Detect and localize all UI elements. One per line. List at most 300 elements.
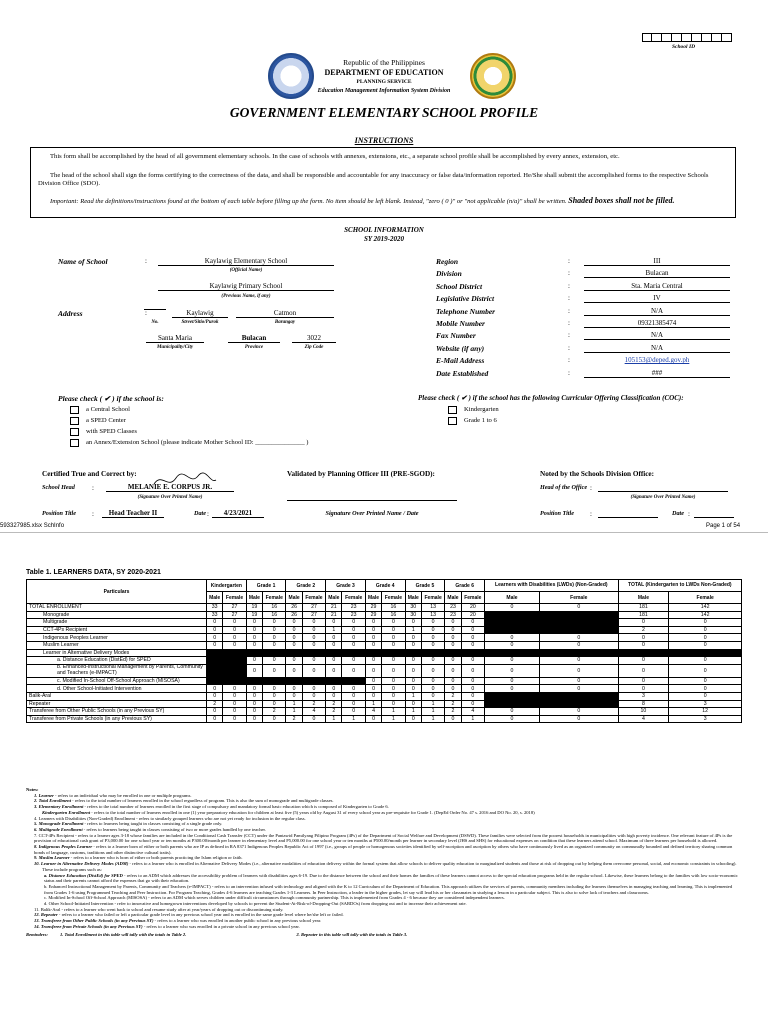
data-cell[interactable]: 0: [286, 641, 302, 649]
right-info-value[interactable]: ###: [584, 369, 730, 378]
data-cell[interactable]: 0: [302, 692, 325, 700]
data-cell[interactable]: 0: [302, 664, 325, 677]
colon: :: [568, 281, 570, 290]
data-cell[interactable]: 0: [445, 641, 461, 649]
data-cell[interactable]: 0: [246, 626, 262, 634]
data-cell[interactable]: 0: [618, 634, 669, 642]
right-info-value[interactable]: IV: [584, 294, 730, 303]
data-cell[interactable]: 1: [421, 708, 444, 716]
data-cell[interactable]: 0: [286, 685, 302, 693]
data-cell[interactable]: 0: [342, 664, 365, 677]
data-cell[interactable]: 0: [382, 619, 405, 627]
data-cell[interactable]: 0: [669, 677, 742, 685]
page-number: Page 1 of 54: [706, 523, 741, 529]
data-cell[interactable]: 0: [342, 657, 365, 665]
data-cell[interactable]: 0: [326, 664, 342, 677]
data-cell[interactable]: 30: [405, 611, 421, 619]
data-cell[interactable]: 0: [485, 715, 540, 723]
data-cell[interactable]: 0: [461, 685, 484, 693]
sped-center-checkbox[interactable]: [70, 417, 79, 425]
data-cell[interactable]: 16: [263, 611, 286, 619]
data-cell[interactable]: 1: [405, 692, 421, 700]
data-cell[interactable]: 1: [405, 626, 421, 634]
data-cell[interactable]: 0: [461, 657, 484, 665]
central-school-checkbox[interactable]: [70, 406, 79, 414]
data-cell[interactable]: 0: [223, 626, 246, 634]
data-cell[interactable]: 1: [421, 715, 444, 723]
data-cell[interactable]: 0: [461, 641, 484, 649]
data-cell: [223, 677, 246, 685]
data-cell[interactable]: 0: [326, 692, 342, 700]
data-cell[interactable]: 142: [669, 604, 742, 612]
data-cell[interactable]: 0: [382, 657, 405, 665]
data-cell[interactable]: 0: [302, 626, 325, 634]
data-cell[interactable]: 2: [207, 700, 223, 708]
date-field-2[interactable]: [694, 517, 734, 518]
data-cell: [539, 626, 618, 634]
data-cell[interactable]: 8: [618, 700, 669, 708]
data-cell[interactable]: 33: [207, 611, 223, 619]
note-item: 6. Multigrade Enrollment - refers to learners being taught in classes consisting of two or more grades handled by one teacher.: [34, 826, 266, 832]
data-cell: [445, 649, 461, 657]
right-info-label: Website (if any): [436, 343, 485, 353]
data-cell[interactable]: 1: [421, 700, 444, 708]
data-cell[interactable]: 0: [382, 634, 405, 642]
data-cell[interactable]: 0: [263, 657, 286, 665]
data-cell[interactable]: 2: [326, 700, 342, 708]
barangay-caption: Barangay: [274, 320, 296, 325]
data-cell[interactable]: 0: [246, 641, 262, 649]
data-cell[interactable]: 0: [485, 708, 540, 716]
right-info-value[interactable]: Sta. Maria Central: [584, 282, 730, 291]
data-cell[interactable]: 0: [207, 715, 223, 723]
data-cell[interactable]: 16: [382, 611, 405, 619]
data-cell[interactable]: 0: [223, 700, 246, 708]
previous-name-caption: (Previous Name, if any): [221, 294, 271, 299]
data-cell[interactable]: 0: [461, 619, 484, 627]
data-cell[interactable]: 142: [669, 611, 742, 619]
data-cell[interactable]: 0: [405, 619, 421, 627]
data-cell[interactable]: 0: [669, 685, 742, 693]
kindergarten-checkbox[interactable]: [448, 406, 457, 414]
data-cell[interactable]: 0: [207, 708, 223, 716]
school-id-boxes[interactable]: [642, 33, 732, 42]
data-cell[interactable]: 0: [286, 664, 302, 677]
annex-checkbox[interactable]: [70, 439, 79, 447]
data-cell[interactable]: 0: [485, 634, 540, 642]
data-cell[interactable]: 0: [263, 685, 286, 693]
data-cell[interactable]: 23: [342, 604, 365, 612]
data-cell[interactable]: 0: [539, 708, 618, 716]
data-cell[interactable]: 0: [286, 626, 302, 634]
data-cell[interactable]: 27: [223, 604, 246, 612]
data-cell[interactable]: 4: [365, 708, 381, 716]
data-cell[interactable]: 0: [618, 657, 669, 665]
data-cell[interactable]: 3: [618, 692, 669, 700]
data-cell[interactable]: 0: [421, 664, 444, 677]
data-cell[interactable]: 19: [246, 604, 262, 612]
data-cell[interactable]: 30: [405, 604, 421, 612]
address-label: Address: [58, 309, 83, 318]
data-cell[interactable]: 0: [302, 657, 325, 665]
data-cell[interactable]: 0: [342, 641, 365, 649]
data-cell[interactable]: 0: [485, 685, 540, 693]
table-row: [27, 708, 742, 716]
data-cell[interactable]: 0: [405, 715, 421, 723]
data-cell[interactable]: 0: [246, 634, 262, 642]
data-cell[interactable]: 181: [618, 604, 669, 612]
official-name-caption: (Official Name): [229, 268, 263, 273]
data-cell[interactable]: 13: [421, 611, 444, 619]
data-cell[interactable]: 0: [246, 715, 262, 723]
data-cell[interactable]: 0: [421, 657, 444, 665]
data-cell[interactable]: 0: [207, 634, 223, 642]
colon: :: [568, 331, 570, 340]
data-cell[interactable]: 0: [326, 641, 342, 649]
table-row: [27, 626, 742, 634]
female-header: Female: [223, 592, 246, 604]
data-cell[interactable]: 0: [382, 692, 405, 700]
data-cell[interactable]: 1: [405, 708, 421, 716]
sped-classes-checkbox[interactable]: [70, 428, 79, 436]
data-cell[interactable]: 0: [223, 715, 246, 723]
data-cell[interactable]: 2: [302, 700, 325, 708]
grade1to6-label: Grade 1 to 6: [464, 417, 497, 424]
zip-field[interactable]: 3022: [292, 334, 336, 343]
data-cell[interactable]: 0: [326, 657, 342, 665]
data-cell[interactable]: 0: [421, 626, 444, 634]
data-cell[interactable]: 0: [485, 664, 540, 677]
data-cell[interactable]: 1: [342, 715, 365, 723]
data-cell[interactable]: 0: [342, 619, 365, 627]
head-of-office-field[interactable]: [598, 491, 728, 492]
data-cell[interactable]: 0: [246, 692, 262, 700]
street-field[interactable]: Kaylawig: [172, 309, 228, 318]
data-cell[interactable]: 0: [618, 677, 669, 685]
data-cell[interactable]: 0: [365, 677, 381, 685]
data-cell[interactable]: 0: [365, 715, 381, 723]
data-cell[interactable]: 0: [382, 664, 405, 677]
data-cell[interactable]: 0: [539, 604, 618, 612]
data-cell[interactable]: 0: [445, 634, 461, 642]
data-cell[interactable]: 1: [286, 708, 302, 716]
previous-name-field[interactable]: Kaylawig Primary School: [158, 282, 334, 291]
data-cell[interactable]: 0: [669, 626, 742, 634]
address-no-field[interactable]: [144, 309, 166, 310]
data-cell[interactable]: 0: [445, 715, 461, 723]
data-cell[interactable]: 0: [302, 685, 325, 693]
province-caption: Province: [244, 345, 264, 350]
data-cell[interactable]: 23: [342, 611, 365, 619]
barangay-field[interactable]: Catmon: [236, 309, 334, 318]
data-cell[interactable]: 21: [326, 611, 342, 619]
data-cell[interactable]: 0: [405, 685, 421, 693]
data-cell[interactable]: 0: [365, 626, 381, 634]
data-cell[interactable]: 0: [302, 715, 325, 723]
data-cell[interactable]: 0: [405, 677, 421, 685]
data-cell[interactable]: 0: [421, 641, 444, 649]
data-cell[interactable]: 3: [669, 715, 742, 723]
instructions-heading: INSTRUCTIONS: [354, 136, 414, 145]
school-info-heading: SCHOOL INFORMATION: [344, 226, 424, 234]
data-cell[interactable]: 0: [342, 634, 365, 642]
data-cell[interactable]: 0: [246, 657, 262, 665]
data-cell[interactable]: 0: [342, 685, 365, 693]
data-cell[interactable]: 181: [618, 611, 669, 619]
data-cell[interactable]: 0: [421, 634, 444, 642]
data-cell[interactable]: 0: [669, 657, 742, 665]
data-cell[interactable]: 27: [302, 604, 325, 612]
instructions-paragraph-2: The head of the school shall sign the forms certifying to the correctness of the data, and shall be responsible and accountable for any inaccuracy or false data/information reported. He/She shall submit the accomplished forms to the respective Schools Division Office (SDO).: [38, 172, 709, 187]
data-cell[interactable]: 0: [246, 664, 262, 677]
data-cell[interactable]: 2: [263, 708, 286, 716]
data-cell[interactable]: 0: [365, 641, 381, 649]
data-cell[interactable]: 0: [365, 619, 381, 627]
data-cell[interactable]: 0: [263, 692, 286, 700]
data-cell[interactable]: 0: [263, 664, 286, 677]
data-cell[interactable]: 2: [445, 700, 461, 708]
municipality-field[interactable]: Santa Maria: [146, 334, 204, 343]
data-cell[interactable]: 0: [618, 619, 669, 627]
position-title-field-2[interactable]: [598, 517, 658, 518]
data-cell[interactable]: 0: [445, 664, 461, 677]
data-cell[interactable]: 0: [669, 664, 742, 677]
data-cell[interactable]: 0: [539, 677, 618, 685]
data-cell: [539, 700, 618, 708]
row-label: c. Modified In-School Off-School Approach (MISOSA): [27, 677, 207, 685]
data-cell[interactable]: 0: [618, 641, 669, 649]
data-cell[interactable]: 0: [539, 657, 618, 665]
data-cell[interactable]: 0: [263, 700, 286, 708]
table-title: Table 1. LEARNERS DATA, SY 2020-2021: [26, 569, 161, 576]
data-cell[interactable]: 0: [263, 619, 286, 627]
data-cell[interactable]: 0: [286, 657, 302, 665]
right-info-value[interactable]: III: [584, 257, 730, 266]
data-cell[interactable]: 16: [382, 604, 405, 612]
province-field[interactable]: Bulacan: [228, 334, 280, 343]
colon: :: [145, 309, 147, 317]
right-info-value[interactable]: N/A: [584, 331, 730, 340]
data-cell[interactable]: 0: [302, 641, 325, 649]
data-cell[interactable]: 0: [246, 708, 262, 716]
data-cell[interactable]: 0: [263, 641, 286, 649]
position-title-field[interactable]: Head Teacher II: [102, 509, 164, 518]
data-cell: [302, 649, 325, 657]
data-cell[interactable]: 0: [421, 685, 444, 693]
data-cell[interactable]: 1: [365, 700, 381, 708]
data-cell[interactable]: 0: [365, 634, 381, 642]
data-cell[interactable]: 0: [246, 619, 262, 627]
data-cell[interactable]: 0: [669, 634, 742, 642]
data-cell[interactable]: 0: [618, 664, 669, 677]
data-cell[interactable]: 0: [539, 634, 618, 642]
data-cell[interactable]: 0: [445, 626, 461, 634]
data-cell[interactable]: 0: [286, 634, 302, 642]
data-cell[interactable]: 0: [342, 700, 365, 708]
data-cell[interactable]: 0: [342, 708, 365, 716]
data-cell[interactable]: 0: [539, 641, 618, 649]
head-of-office-sig-caption: (Signature Over Printed Name): [630, 495, 696, 500]
data-cell[interactable]: 0: [342, 626, 365, 634]
table-row: [27, 604, 742, 612]
data-cell[interactable]: 33: [207, 604, 223, 612]
data-cell[interactable]: 0: [539, 715, 618, 723]
data-cell[interactable]: 19: [246, 611, 262, 619]
data-cell[interactable]: 0: [405, 641, 421, 649]
data-cell[interactable]: 0: [207, 685, 223, 693]
data-cell[interactable]: 0: [421, 677, 444, 685]
data-cell[interactable]: 0: [405, 700, 421, 708]
data-cell[interactable]: 0: [286, 692, 302, 700]
particulars-header: Particulars: [27, 580, 207, 604]
data-cell[interactable]: 0: [246, 685, 262, 693]
right-info-value[interactable]: N/A: [584, 307, 730, 316]
data-cell[interactable]: 2: [618, 626, 669, 634]
data-cell[interactable]: 0: [382, 677, 405, 685]
data-cell[interactable]: 10: [618, 708, 669, 716]
data-cell[interactable]: 2: [326, 708, 342, 716]
data-cell[interactable]: 0: [382, 626, 405, 634]
colon: :: [568, 343, 570, 352]
data-cell[interactable]: 0: [461, 700, 484, 708]
data-cell[interactable]: 2: [445, 692, 461, 700]
data-cell[interactable]: 0: [445, 677, 461, 685]
data-cell[interactable]: 0: [461, 626, 484, 634]
position-title-label-2: Position Title: [540, 510, 574, 517]
data-cell[interactable]: 0: [539, 685, 618, 693]
data-cell[interactable]: 20: [461, 604, 484, 612]
data-cell[interactable]: 0: [263, 715, 286, 723]
data-cell[interactable]: 1: [461, 715, 484, 723]
data-cell[interactable]: 0: [223, 634, 246, 642]
data-cell[interactable]: 29: [365, 604, 381, 612]
data-cell[interactable]: 0: [445, 657, 461, 665]
data-cell[interactable]: 0: [223, 692, 246, 700]
data-cell[interactable]: 0: [669, 641, 742, 649]
data-cell[interactable]: 0: [263, 634, 286, 642]
notes-section: [26, 787, 742, 937]
data-cell[interactable]: 0: [669, 692, 742, 700]
data-cell[interactable]: 16: [263, 604, 286, 612]
data-cell[interactable]: 3: [669, 700, 742, 708]
data-cell[interactable]: 27: [302, 611, 325, 619]
data-cell[interactable]: 0: [246, 700, 262, 708]
data-cell[interactable]: 0: [207, 692, 223, 700]
data-cell[interactable]: 0: [302, 619, 325, 627]
data-cell[interactable]: 0: [365, 664, 381, 677]
data-cell[interactable]: 1: [382, 715, 405, 723]
right-info-value[interactable]: 09321385474: [584, 319, 730, 328]
data-cell[interactable]: 0: [207, 641, 223, 649]
data-cell[interactable]: 0: [286, 619, 302, 627]
data-cell[interactable]: 0: [421, 692, 444, 700]
data-cell[interactable]: 23: [445, 604, 461, 612]
official-name-field[interactable]: Kaylawig Elementary School: [158, 257, 334, 266]
data-cell[interactable]: 2: [445, 708, 461, 716]
data-cell[interactable]: 29: [365, 611, 381, 619]
data-cell[interactable]: 0: [263, 626, 286, 634]
data-cell[interactable]: 0: [405, 664, 421, 677]
right-info-value[interactable]: N/A: [584, 344, 730, 353]
note-item: 5. Monograde Enrollment - refers to learners being taught in classes consisting of a single grade only.: [34, 821, 223, 827]
data-cell[interactable]: 0: [405, 657, 421, 665]
data-cell[interactable]: 0: [382, 700, 405, 708]
grade1to6-checkbox[interactable]: [448, 417, 457, 425]
data-cell[interactable]: 0: [445, 685, 461, 693]
male-header: Male: [207, 592, 223, 604]
data-cell[interactable]: 0: [539, 664, 618, 677]
data-cell[interactable]: 0: [485, 641, 540, 649]
data-cell[interactable]: 0: [485, 604, 540, 612]
planning-officer-signature-line[interactable]: [287, 500, 457, 501]
data-cell[interactable]: 4: [618, 715, 669, 723]
data-cell[interactable]: 0: [382, 641, 405, 649]
data-cell[interactable]: 0: [223, 641, 246, 649]
data-cell[interactable]: 27: [223, 611, 246, 619]
date-field[interactable]: 4/23/2021: [212, 509, 264, 518]
data-cell[interactable]: 0: [342, 692, 365, 700]
data-cell[interactable]: 0: [223, 619, 246, 627]
data-cell[interactable]: 21: [326, 604, 342, 612]
right-info-value[interactable]: Bulacan: [584, 269, 730, 278]
data-cell[interactable]: 0: [485, 657, 540, 665]
data-cell[interactable]: 0: [326, 685, 342, 693]
data-cell[interactable]: 0: [485, 677, 540, 685]
table-row: [27, 611, 742, 619]
row-label: d. Other School-Initiated Intervention: [27, 685, 207, 693]
data-cell[interactable]: 26: [286, 604, 302, 612]
data-cell[interactable]: 20: [461, 611, 484, 619]
data-cell[interactable]: 4: [302, 708, 325, 716]
data-cell[interactable]: 1: [326, 626, 342, 634]
data-cell[interactable]: 0: [302, 634, 325, 642]
data-cell[interactable]: 0: [382, 685, 405, 693]
data-cell[interactable]: 0: [223, 685, 246, 693]
page-title: GOVERNMENT ELEMENTARY SCHOOL PROFILE: [229, 105, 539, 120]
data-cell[interactable]: 0: [461, 664, 484, 677]
data-cell[interactable]: 0: [421, 619, 444, 627]
data-cell[interactable]: 2: [286, 715, 302, 723]
data-cell[interactable]: 0: [405, 634, 421, 642]
data-cell[interactable]: 0: [669, 619, 742, 627]
data-cell[interactable]: 12: [669, 708, 742, 716]
data-cell[interactable]: 0: [461, 677, 484, 685]
data-cell[interactable]: 0: [207, 619, 223, 627]
data-cell[interactable]: 4: [461, 708, 484, 716]
data-cell[interactable]: 26: [286, 611, 302, 619]
school-head-name-field[interactable]: MELANIE E. CORPUS JR.: [106, 483, 234, 492]
data-cell[interactable]: 0: [461, 634, 484, 642]
data-cell[interactable]: 0: [365, 657, 381, 665]
data-cell[interactable]: 0: [207, 626, 223, 634]
data-cell[interactable]: 0: [326, 619, 342, 627]
data-cell[interactable]: 0: [365, 685, 381, 693]
data-cell[interactable]: 0: [461, 692, 484, 700]
data-cell[interactable]: 0: [223, 708, 246, 716]
data-cell[interactable]: 0: [365, 692, 381, 700]
data-cell[interactable]: 0: [618, 685, 669, 693]
data-cell[interactable]: 0: [445, 619, 461, 627]
data-cell[interactable]: 1: [326, 715, 342, 723]
right-info-value[interactable]: 105153@deped.gov.ph: [624, 356, 690, 365]
data-cell[interactable]: 1: [382, 708, 405, 716]
male-header: Male: [365, 592, 381, 604]
data-cell[interactable]: 0: [326, 634, 342, 642]
data-cell[interactable]: 13: [421, 604, 444, 612]
data-cell[interactable]: 23: [445, 611, 461, 619]
colon: :: [92, 484, 94, 492]
data-cell[interactable]: 1: [286, 700, 302, 708]
